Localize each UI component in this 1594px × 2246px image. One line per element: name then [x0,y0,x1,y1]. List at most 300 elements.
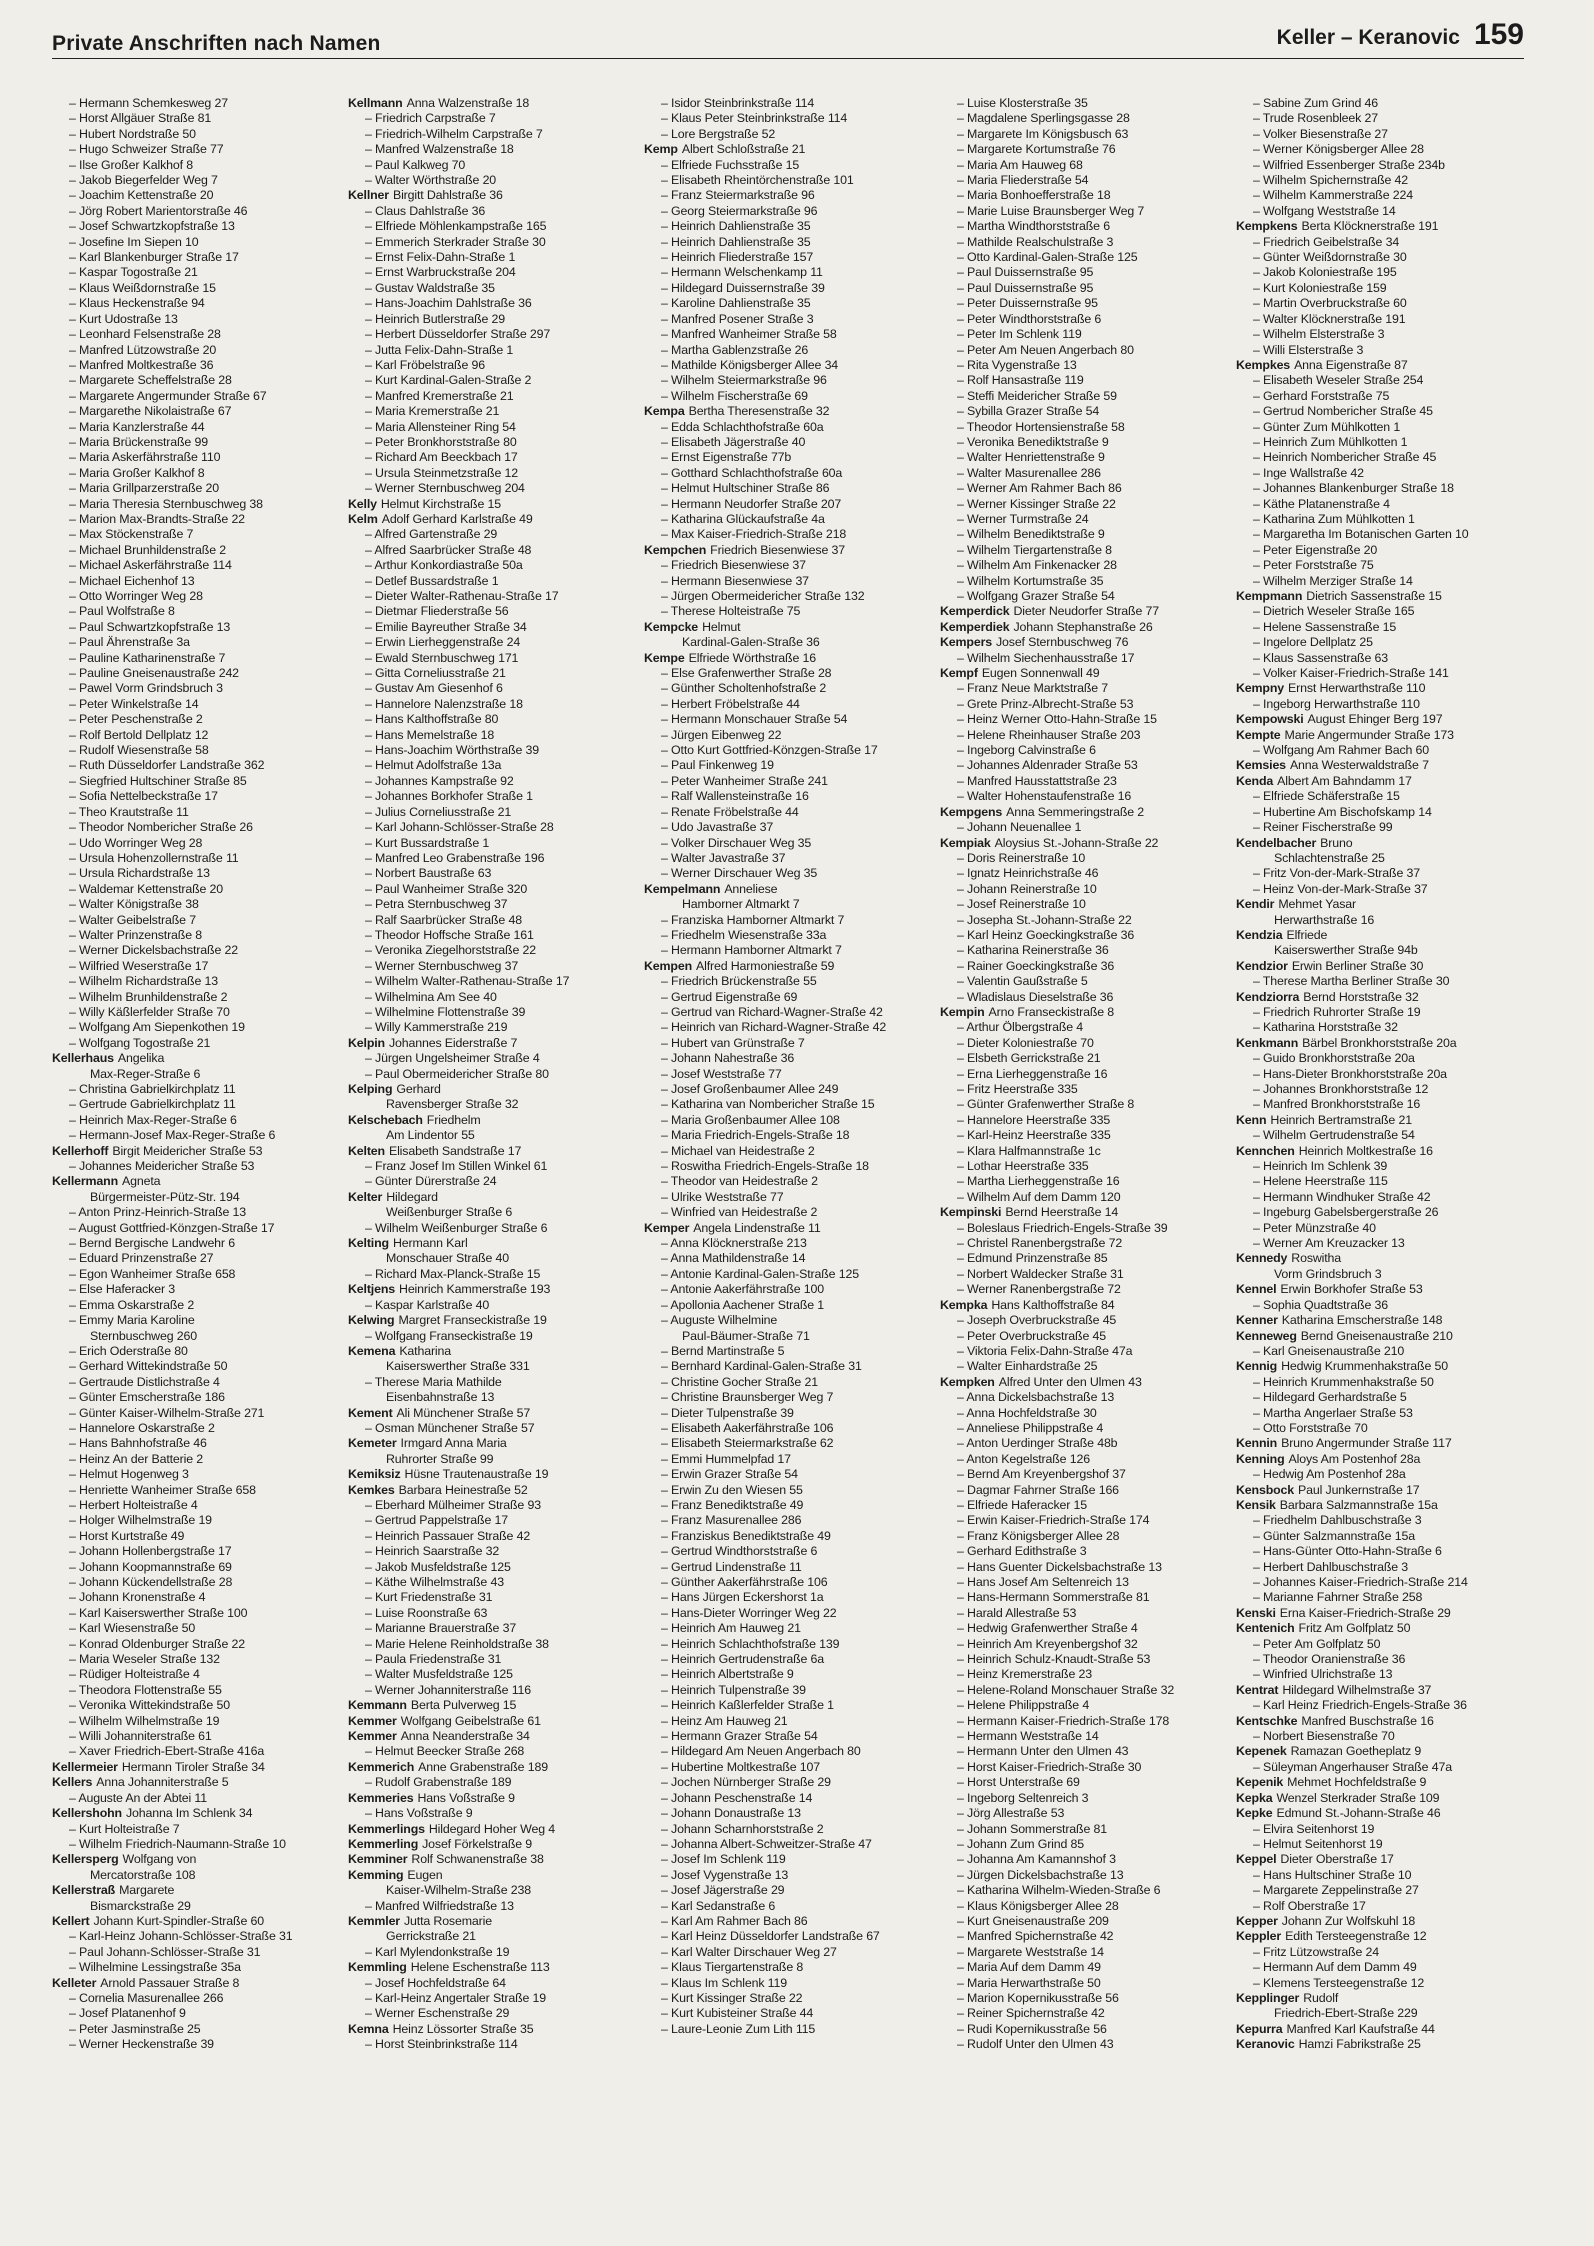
surname-entry [644,1221,936,1236]
entry-text: – Gertrud Pappelstraße 17 [365,1513,508,1528]
entry-text: – Manfred Walzenstraße 18 [365,142,514,157]
entry-text: Johann Kurt-Spindler-Straße 60 [93,1913,264,1928]
household-entry [1236,820,1528,835]
entry-text: – Bernhard Kardinal-Galen-Straße 31 [661,1359,862,1374]
entry-text: – Josef Hochfeldstraße 64 [365,1975,506,1990]
entry-text: – Marie Helene Reinholdstraße 38 [365,1636,549,1651]
household-entry [348,1652,640,1667]
household-entry [644,450,936,465]
entry-text: – Manfred Posener Straße 3 [661,311,814,326]
surname: Kellner [348,188,389,203]
household-entry [1236,312,1528,327]
entry-text: – Franziska Hamborner Altmarkt 7 [661,912,845,927]
entry-text: – Hans Kalthoffstraße 80 [365,712,499,727]
surname-entry [348,1791,640,1806]
surname: Kemmler [348,1913,400,1928]
household-entry [52,1822,344,1837]
entry-text: – Hubertine Moltkestraße 107 [661,1759,821,1774]
entry-text: – Manfred Lützowstraße 20 [69,342,217,357]
entry-text: – Kurt Friedenstraße 31 [365,1590,493,1605]
household-entry [940,1914,1232,1929]
entry-text: – Else Haferacker 3 [69,1282,175,1297]
entry-text: – Wilhelm Weißenburger Straße 6 [365,1220,548,1235]
household-entry [940,959,1232,974]
surname: Kelping [348,1082,393,1096]
household-entry [644,158,936,173]
household-entry [52,928,344,943]
entry-text: – Manfred Leo Grabenstraße 196 [365,850,545,865]
household-entry [940,481,1232,496]
entry-text: – Klaus Tiergartenstraße 8 [661,1960,804,1975]
household-entry [1236,543,1528,558]
entry-text: – Karl Kaiserswerther Straße 100 [69,1605,248,1620]
household-entry [52,1452,344,1467]
entry-text: – Walter Masurenallee 286 [957,465,1101,480]
surname-entry [1236,1775,1528,1790]
household-entry [52,1390,344,1405]
entry-text: – Hannelore Nalenzstraße 18 [365,696,523,711]
entry-text: – Josef Platanenhof 9 [69,2006,186,2021]
entry-text: – Heinrich Gertrudenstraße 6a [661,1652,825,1667]
entry-text: – Heinrich Butlerstraße 29 [365,311,506,326]
entry-text: – Josef Großenbaumer Allee 249 [661,1082,839,1096]
entry-text: Bernd Heerstraße 14 [1005,1205,1119,1220]
household-entry [52,1683,344,1698]
household-entry [52,866,344,881]
household-entry [1236,866,1528,881]
entry-text: – Christina Gabrielkirchplatz 11 [69,1082,236,1096]
household-entry [1236,1082,1528,1097]
column-3 [644,96,936,2236]
household-entry [940,1883,1232,1898]
entry-text: – Wolfgang Grazer Straße 54 [957,589,1115,603]
entry-text: – Mathilde Königsberger Allee 34 [661,357,839,372]
entry-text: – Walter Klöcknerstraße 191 [1253,311,1406,326]
entry-text: – Max Kaiser-Friedrich-Straße 218 [661,527,847,542]
household-entry [940,1714,1232,1729]
entry-text: – Theodora Flottenstraße 55 [69,1682,222,1697]
surname: Kendzia [1236,927,1283,942]
household-entry [940,1390,1232,1405]
household-entry [52,358,344,373]
household-entry [348,111,640,126]
entry-text: – Peter Duissernstraße 95 [957,296,1098,311]
entry-text: – Peter Peschenstraße 2 [69,712,203,727]
household-entry [940,1113,1232,1128]
entry-text: – Wilfried Essenberger Straße 234b [1253,157,1445,172]
entry-text: Heinz Lössorter Straße 35 [392,2021,534,2036]
household-entry [940,712,1232,727]
household-entry [644,512,936,527]
household-entry [940,2006,1232,2021]
entry-text: Edmund St.-Johann-Straße 46 [1276,1806,1441,1821]
household-entry [940,1575,1232,1590]
entry-text: – Wolfgang Franseckistraße 19 [365,1328,533,1343]
entry-text: – Veronika Wittekindstraße 50 [69,1698,230,1713]
entry-text: – Maria Kanzlerstraße 44 [69,419,205,434]
household-entry [52,420,344,435]
entry-text: Erna Kaiser-Friedrich-Straße 29 [1279,1605,1451,1620]
entry-text: Bertha Theresenstraße 32 [688,404,830,419]
entry-text: – Hannelore Heerstraße 335 [957,1112,1111,1127]
entry-text: – Wilhelm Benediktstraße 9 [957,527,1105,542]
entry-text: – Günter Dürerstraße 24 [365,1174,497,1189]
household-entry [1236,127,1528,142]
entry-text: – Maria Allensteiner Ring 54 [365,419,516,434]
entry-text: – Herbert Holteistraße 4 [69,1497,198,1512]
entry-text: Erwin Berliner Straße 30 [1291,958,1424,973]
household-entry [940,543,1232,558]
surname: Kempmann [1236,589,1303,603]
household-entry [644,466,936,481]
entry-text: – Willy Kammerstraße 219 [365,1020,508,1035]
household-entry [940,1806,1232,1821]
household-entry [1236,1945,1528,1960]
entry-text: – Hubert Nordstraße 50 [69,126,196,141]
entry-text: Eugen Sonnenwall 49 [981,666,1100,681]
household-entry [52,1529,344,1544]
entry-text: – Helmut Seitenhorst 19 [1253,1836,1383,1851]
entry-text: – Josef Vygenstraße 13 [661,1867,789,1882]
entry-text: – Klaus Im Schlenk 119 [661,1975,787,1990]
surname-entry [1236,1359,1528,1374]
entry-text: – Ingeborg Herwarthstraße 110 [1253,696,1420,711]
entry-text: Bürgermeister-Pütz-Str. 194 [90,1189,240,1204]
household-entry [52,1467,344,1482]
entry-text: – Fritz Von-der-Mark-Straße 37 [1253,866,1420,881]
surname-entry [1236,1744,1528,1759]
entry-text: – Dagmar Fahrner Straße 166 [957,1482,1119,1497]
household-entry [940,512,1232,527]
entry-text: – Martin Overbruckstraße 60 [1253,296,1407,311]
surname-entry [348,1698,640,1713]
entry-text: – Kurt Kubisteiner Straße 44 [661,2006,814,2021]
household-entry [52,373,344,388]
surname: Kemsies [1236,758,1286,773]
column-4 [940,96,1232,2236]
household-entry [940,1329,1232,1344]
entry-text: Gerrickstraße 21 [386,1929,476,1944]
entry-text: Anna Westerwaldstraße 7 [1289,758,1429,773]
household-entry [940,420,1232,435]
surname-entry [644,543,936,558]
entry-text: Roswitha [1291,1251,1342,1266]
entry-text: – Heinrich Krummenhakstraße 50 [1253,1374,1434,1389]
household-entry [52,805,344,820]
entry-text: Kaiser-Wilhelm-Straße 238 [386,1883,531,1898]
entry-text: – Manfred Hausstattstraße 23 [957,773,1117,788]
entry-text: – Karl Walter Dirschauer Weg 27 [661,1944,837,1959]
entry-text: – Paul Johann-Schlösser-Straße 31 [69,1944,261,1959]
household-entry [1236,235,1528,250]
surname: Kenn [1236,1112,1267,1127]
entry-text: – Anna Hochfeldstraße 30 [957,1405,1097,1420]
entry-text: – Hermann Auf dem Damm 49 [1253,1960,1417,1975]
entry-text: Anna Johanniterstraße 5 [96,1775,229,1790]
household-entry [348,173,640,188]
entry-text: Arno Franseckistraße 8 [988,1004,1115,1019]
entry-text: – Winfried Ulrichstraße 13 [1253,1667,1393,1682]
entry-text: – Walter Wörthstraße 20 [365,173,497,188]
entry-text: Monschauer Straße 40 [386,1251,510,1266]
surname: Kelleter [52,1975,97,1990]
entry-text: – Heinrich Am Hauweg 21 [661,1621,801,1636]
surname-entry [1236,1498,1528,1513]
household-entry [348,604,640,619]
household-entry [940,2022,1232,2037]
household-entry [52,1729,344,1744]
entry-text: – Hermann Weststraße 14 [957,1729,1099,1744]
household-entry [644,481,936,496]
household-entry [644,990,936,1005]
entry-text: – Werner Dirschauer Weg 35 [661,866,818,881]
surname: Kemmann [348,1698,407,1713]
household-entry [1236,1837,1528,1852]
household-entry [52,990,344,1005]
household-entry [644,1375,936,1390]
entry-text: – Hubertine Am Bischofskamp 14 [1253,804,1432,819]
entry-text: Hüsne Trautenaustraße 19 [404,1467,549,1482]
surname: Kempowski [1236,712,1304,727]
address-continuation [1236,943,1528,958]
entry-text: – Helene Heerstraße 115 [1253,1174,1388,1189]
surname-entry [1236,1683,1528,1698]
surname: Kemna [348,2021,389,2036]
entry-text: – Rudi Kopernikusstraße 56 [957,2021,1107,2036]
entry-text: – Heinz Am Hauweg 21 [661,1713,788,1728]
surname: Kempf [940,666,978,681]
household-entry [1236,1960,1528,1975]
household-entry [348,820,640,835]
entry-text: August Ehinger Berg 197 [1307,712,1443,727]
household-entry [348,1221,640,1236]
surname-entry [348,1190,640,1205]
surname-entry [348,2022,640,2037]
household-entry [52,589,344,604]
household-entry [644,1929,936,1944]
address-continuation [1236,913,1528,928]
entry-text: – Bernd Am Kreyenbergshof 37 [957,1467,1126,1482]
entry-text: – Helmut Adolfstraße 13a [365,758,502,773]
entry-text: – Hermann Kaiser-Friedrich-Straße 178 [957,1713,1170,1728]
household-entry [52,1621,344,1636]
entry-text: – Karl Johann-Schlösser-Straße 28 [365,820,554,835]
entry-text: – Gustav Am Giesenhof 6 [365,681,503,696]
entry-text: – Guido Bronkhorststraße 20a [1253,1051,1415,1066]
household-entry [52,1344,344,1359]
surname-entry [348,1313,640,1328]
household-entry [940,1667,1232,1682]
entry-text: – Peter Münzstraße 40 [1253,1220,1376,1235]
entry-text: – Werner Am Rahmer Bach 86 [957,481,1122,496]
entry-text: – Paul Ährenstraße 3a [69,635,190,650]
household-entry [940,1282,1232,1297]
household-entry [940,2037,1232,2052]
household-entry [644,2022,936,2037]
household-entry [1236,1467,1528,1482]
household-entry [348,728,640,743]
entry-text: – Jörg Robert Marientorstraße 46 [69,203,248,218]
household-entry [348,404,640,419]
entry-text: Alfred Harmoniestraße 59 [696,958,835,973]
household-entry [644,1498,936,1513]
entry-text: Ramazan Goetheplatz 9 [1290,1744,1422,1759]
entry-text: – Heinrich Kaßlerfelder Straße 1 [661,1698,834,1713]
household-entry [348,1159,640,1174]
surname-entry [1236,1313,1528,1328]
entry-text: – Gerhard Wittekindstraße 50 [69,1359,228,1374]
surname: Kemmling [348,1960,407,1975]
household-entry [348,219,640,234]
address-continuation [644,897,936,912]
entry-text: – Hermann Schemkesweg 27 [69,96,228,110]
household-entry [348,774,640,789]
household-entry [644,235,936,250]
surname: Kempe [644,650,685,665]
entry-text: – Anneliese Philippstraße 4 [957,1420,1104,1435]
household-entry [348,635,640,650]
entry-text: – Wilhelmine Lessingstraße 35a [69,1960,241,1975]
entry-text: – Friedrich Ruhrorter Straße 19 [1253,1004,1421,1019]
entry-text: – Käthe Platanenstraße 4 [1253,496,1390,511]
household-entry [52,1097,344,1112]
surname-entry [1236,728,1528,743]
entry-text: Sternbuschweg 260 [90,1328,197,1343]
household-entry [1236,651,1528,666]
surname-entry [52,1852,344,1867]
household-entry [348,1375,640,1390]
household-entry [940,358,1232,373]
entry-text: – Harald Allestraße 53 [957,1605,1077,1620]
household-entry [644,527,936,542]
entry-text: – Michael Eichenhof 13 [69,573,195,588]
household-entry [348,1267,640,1282]
household-entry [52,527,344,542]
household-entry [644,1144,936,1159]
household-entry [348,897,640,912]
surname-entry [1236,1282,1528,1297]
household-entry [52,574,344,589]
entry-text: Hamzi Fabrikstraße 25 [1298,2037,1421,2052]
entry-text: – Theodor van Heidestraße 2 [661,1174,818,1189]
household-entry [940,774,1232,789]
household-entry [644,312,936,327]
household-entry [1236,420,1528,435]
entry-text: – Leonhard Felsenstraße 28 [69,327,221,342]
entry-text: – Rita Vygenstraße 13 [957,357,1077,372]
household-entry [644,866,936,881]
entry-text: – Klaus Sassenstraße 63 [1253,650,1388,665]
household-entry [940,882,1232,897]
surname: Kemperdiek [940,619,1010,634]
entry-text: Aloysius St.-Johann-Straße 22 [994,835,1159,850]
entry-text: – Günter Zum Mühlkotten 1 [1253,419,1401,434]
entry-text: – Jutta Felix-Dahn-Straße 1 [365,342,514,357]
household-entry [348,1174,640,1189]
surname: Kellermann [52,1174,118,1189]
household-entry [52,158,344,173]
surname-entry [1236,1914,1528,1929]
entry-text: – Hubert van Grünstraße 7 [661,1035,805,1050]
entry-text: – Werner Johanniterstraße 116 [365,1682,531,1697]
household-entry [348,574,640,589]
surname: Kelten [348,1143,385,1158]
entry-text: – Elfriede Fuchsstraße 15 [661,157,800,172]
entry-text: – Johannes Blankenburger Straße 18 [1253,481,1454,496]
household-entry [644,758,936,773]
household-entry [52,389,344,404]
household-entry [940,697,1232,712]
household-entry [1236,1883,1528,1898]
surname: Kensbock [1236,1482,1295,1497]
entry-text: – Else Grafenwerther Straße 28 [661,666,832,681]
entry-text: – Doris Reinerstraße 10 [957,850,1086,865]
household-entry [644,1467,936,1482]
entry-text: – Antonie Aakerfährstraße 100 [661,1282,825,1297]
entry-text: – Steffi Meidericher Straße 59 [957,388,1117,403]
entry-text: – Johannes Borkhofer Straße 1 [365,789,533,804]
household-entry [940,204,1232,219]
household-entry [644,1205,936,1220]
household-entry [644,820,936,835]
household-entry [52,743,344,758]
household-entry [52,1498,344,1513]
household-entry [348,235,640,250]
household-entry [940,681,1232,696]
household-entry [644,1914,936,1929]
entry-text: Albert Schloßstraße 21 [681,142,806,157]
household-entry [644,204,936,219]
household-entry [52,1837,344,1852]
household-entry [52,265,344,280]
entry-text: Kaiserswerther Straße 331 [386,1359,530,1374]
household-entry [52,312,344,327]
entry-text: – Günter Emscherstraße 186 [69,1390,225,1405]
entry-text: – Hermann Unter den Ulmen 43 [957,1744,1129,1759]
household-entry [348,758,640,773]
surname: Kempers [940,635,992,650]
household-entry [644,1251,936,1266]
entry-text: – Wilhelm Elsterstraße 3 [1253,327,1385,342]
entry-text: Kaiserswerther Straße 94b [1274,943,1418,958]
entry-text: Mehmet Hochfeldstraße 9 [1287,1775,1427,1790]
household-entry [52,173,344,188]
address-continuation [348,1929,640,1944]
entry-text: – Karl Am Rahmer Bach 86 [661,1913,808,1928]
household-entry [644,327,936,342]
entry-text: Arnold Passauer Straße 8 [100,1975,240,1990]
household-entry [940,1144,1232,1159]
entry-text: Ravensberger Straße 32 [386,1097,519,1112]
entry-text: – Michael Askerfährstraße 114 [69,558,232,573]
household-entry [1236,327,1528,342]
surname: Kenkmann [1236,1035,1299,1050]
entry-text: – Ignatz Heinrichstraße 46 [957,866,1099,881]
entry-text: – Heinrich Max-Reger-Straße 6 [69,1112,237,1127]
household-entry [348,1976,640,1991]
entry-text: Bismarckstraße 29 [90,1898,191,1913]
entry-text: – Paul Duissernstraße 95 [957,265,1094,280]
surname: Kellersperg [52,1852,119,1867]
entry-text: – Kurt Gneisenaustraße 209 [957,1913,1109,1928]
surname: Kepper [1236,1913,1278,1928]
household-entry [348,527,640,542]
household-entry [348,1005,640,1020]
surname: Kemiksiz [348,1467,401,1482]
entry-text: – Elisabeth Steiermarkstraße 62 [661,1436,834,1451]
entry-text: – Udo Javastraße 37 [661,820,774,835]
entry-text: – Margarete Angermunder Straße 67 [69,388,267,403]
